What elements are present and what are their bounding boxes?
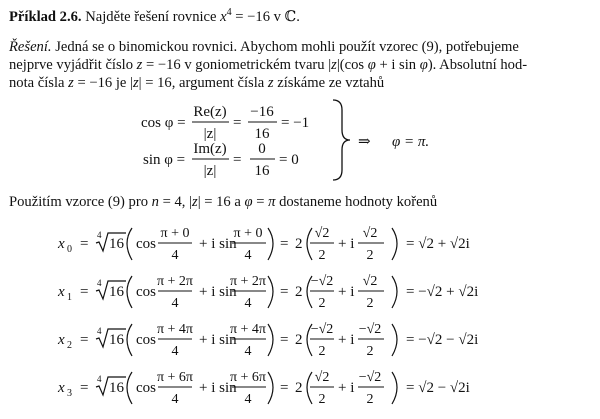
cos-denominator: 4 <box>171 392 179 407</box>
equals-sign: = <box>233 115 242 131</box>
real-denominator: 2 <box>318 344 326 359</box>
equals-sign: = <box>80 380 89 396</box>
root-index: 4 <box>97 326 102 336</box>
text-span: nota čísla <box>9 75 69 91</box>
sin-denominator: 4 <box>244 392 252 407</box>
equals-sign: = <box>280 380 289 396</box>
equals-sign: = <box>233 152 242 168</box>
root-result: = −√2 + √2i <box>406 284 479 300</box>
right-paren <box>392 324 397 356</box>
sin-frac2-den: 16 <box>254 163 270 179</box>
plus-i-text: + i <box>338 236 355 252</box>
cos-text: cos <box>136 380 156 396</box>
root-result: = √2 + √2i <box>406 236 470 252</box>
real-denominator: 2 <box>318 392 326 407</box>
sin-numerator: π + 6π <box>229 370 267 385</box>
left-paren <box>127 228 132 260</box>
text-span: + i sin <box>375 57 420 73</box>
root-subscript: 2 <box>67 340 72 351</box>
math-var: z <box>68 75 74 91</box>
root-name: x <box>58 380 65 396</box>
left-paren <box>127 276 132 308</box>
example-task: Najděte řešení rovnice <box>85 8 217 25</box>
usage-line <box>9 193 437 211</box>
coefficient-two: 2 <box>295 284 303 300</box>
sin-numerator: π + 0 <box>233 226 263 241</box>
implies-arrow: ⇒ <box>358 134 371 150</box>
imag-denominator: 2 <box>366 248 374 263</box>
imag-numerator: √2 <box>362 226 378 241</box>
right-paren <box>392 276 397 308</box>
real-numerator: √2 <box>314 370 330 385</box>
math-var: φ <box>367 57 376 73</box>
equals-sign: = <box>280 332 289 348</box>
math-var: z <box>331 57 337 73</box>
real-denominator: 2 <box>318 248 326 263</box>
sin-frac1-num: Im(z) <box>193 141 227 157</box>
solution-line-1 <box>9 38 519 56</box>
roots-block <box>0 220 600 419</box>
real-numerator: √2 <box>314 226 330 241</box>
plus-i-sin-text: + i sin <box>199 332 237 348</box>
math-var: φ <box>419 57 428 73</box>
root-name: x <box>58 332 65 348</box>
left-paren <box>127 372 132 404</box>
root-subscript: 1 <box>67 292 72 303</box>
phi-result: φ = π. <box>392 134 430 150</box>
right-brace <box>333 100 350 180</box>
sin-numerator: π + 4π <box>229 322 267 337</box>
radicand: 16 <box>109 380 124 396</box>
equation-exponent: 4 <box>226 7 232 18</box>
sin-denominator: 4 <box>244 248 252 263</box>
math-var: n <box>151 194 159 210</box>
text-span: dostaneme hodnoty kořenů <box>275 194 438 210</box>
equation-variable: x <box>220 8 227 25</box>
left-paren <box>307 228 312 260</box>
text-span: |(cos <box>336 57 368 73</box>
text-span: = 4, | <box>158 194 192 210</box>
sin-denominator: 4 <box>244 344 252 359</box>
sin-numerator: π + 2π <box>229 274 267 289</box>
cos-numerator: π + 4π <box>156 322 194 337</box>
text-span: | = 16 a <box>197 194 245 210</box>
cos-frac2-num: −16 <box>250 104 274 120</box>
coefficient-two: 2 <box>295 380 303 396</box>
math-var: z <box>132 75 139 91</box>
math-var: z <box>192 194 198 210</box>
equals-sign: = <box>80 236 89 252</box>
cos-numerator: π + 6π <box>156 370 194 385</box>
cos-denominator: 4 <box>171 296 179 311</box>
plus-i-text: + i <box>338 380 355 396</box>
imag-numerator: √2 <box>362 274 378 289</box>
cos-text: cos <box>136 332 156 348</box>
equals-sign: = <box>80 284 89 300</box>
sin-frac1-den: |z| <box>203 163 217 179</box>
right-paren <box>268 324 273 356</box>
right-paren <box>268 276 273 308</box>
equals-sign: = <box>80 332 89 348</box>
sin-denominator: 4 <box>244 296 252 311</box>
cos-text: cos <box>136 236 156 252</box>
plus-i-text: + i <box>338 332 355 348</box>
text-span: = −16 je | <box>73 75 133 91</box>
root-index: 4 <box>97 230 102 240</box>
root-index: 4 <box>97 374 102 384</box>
left-paren <box>127 324 132 356</box>
solution-label: Řešení. <box>9 39 52 55</box>
plus-i-sin-text: + i sin <box>199 236 237 252</box>
radicand: 16 <box>109 236 124 252</box>
sin-result: = 0 <box>279 152 299 168</box>
cos-numerator: π + 0 <box>160 226 190 241</box>
root-result: = √2 − √2i <box>406 380 470 396</box>
root-result: = −√2 − √2i <box>406 332 479 348</box>
root-index: 4 <box>97 278 102 288</box>
cos-denominator: 4 <box>171 248 179 263</box>
math-var: z <box>136 57 143 73</box>
plus-i-text: + i <box>338 284 355 300</box>
text-span: ). Absolutní hod- <box>427 57 528 73</box>
cos-frac1-den: |z| <box>203 126 217 142</box>
text-span: získáme ze vztahů <box>273 75 385 91</box>
right-paren <box>268 228 273 260</box>
text-span: = <box>252 194 269 210</box>
right-paren <box>392 228 397 260</box>
solution-text-1: Jedná se o binomickou rovnici. Abychom mohli použít vzorec (9), potřebujeme <box>55 39 519 55</box>
cos-numerator: π + 2π <box>156 274 194 289</box>
real-numerator: −√2 <box>310 274 334 289</box>
solution-line-3 <box>9 74 384 92</box>
math-var: π <box>268 194 276 210</box>
math-var: φ <box>244 194 253 210</box>
right-paren <box>392 372 397 404</box>
radicand: 16 <box>109 284 124 300</box>
coefficient-two: 2 <box>295 236 303 252</box>
math-var: z <box>267 75 274 91</box>
text-span: Použitím vzorce (9) pro <box>9 194 152 210</box>
real-denominator: 2 <box>318 296 326 311</box>
imag-denominator: 2 <box>366 344 374 359</box>
solution-line-2 <box>9 56 527 74</box>
cos-sin-system <box>0 96 600 182</box>
imag-denominator: 2 <box>366 296 374 311</box>
cos-result: = −1 <box>281 115 310 131</box>
root-subscript: 0 <box>67 244 72 255</box>
left-paren <box>307 372 312 404</box>
plus-i-sin-text: + i sin <box>199 380 237 396</box>
root-subscript: 3 <box>67 388 72 399</box>
equation-rest: = −16 v ℂ. <box>231 8 300 25</box>
radicand: 16 <box>109 332 124 348</box>
sin-label: sin φ = <box>143 152 186 168</box>
plus-i-sin-text: + i sin <box>199 284 237 300</box>
example-label: Příklad 2.6. <box>9 8 82 25</box>
real-numerator: −√2 <box>310 322 334 337</box>
imag-numerator: −√2 <box>358 370 382 385</box>
example-heading <box>9 4 300 26</box>
imag-numerator: −√2 <box>358 322 382 337</box>
root-name: x <box>58 284 65 300</box>
equals-sign: = <box>280 284 289 300</box>
coefficient-two: 2 <box>295 332 303 348</box>
sin-frac2-num: 0 <box>258 141 266 157</box>
cos-text: cos <box>136 284 156 300</box>
root-name: x <box>58 236 65 252</box>
text-span: nejprve vyjádřit číslo <box>9 57 137 73</box>
cos-frac1-num: Re(z) <box>193 104 227 120</box>
text-span: = −16 v goniometrickém tvaru | <box>142 57 332 73</box>
cos-label: cos φ = <box>141 115 186 131</box>
cos-denominator: 4 <box>171 344 179 359</box>
right-paren <box>268 372 273 404</box>
text-span: | = 16, argument čísla <box>138 75 268 91</box>
imag-denominator: 2 <box>366 392 374 407</box>
cos-frac2-den: 16 <box>254 126 270 142</box>
equals-sign: = <box>280 236 289 252</box>
